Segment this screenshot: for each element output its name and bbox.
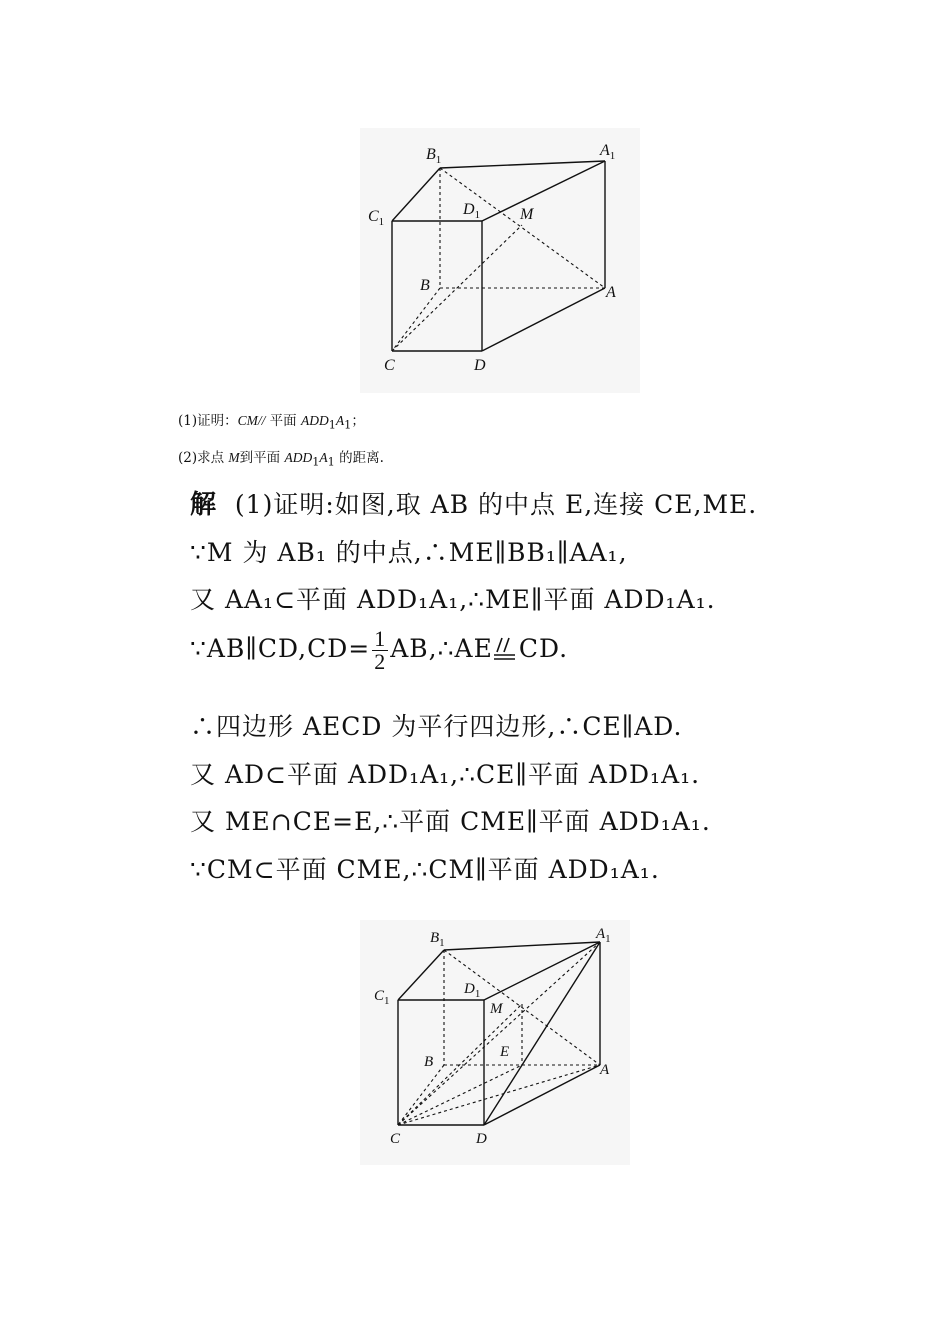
question-2: (2)求点 M到平面 $ADD_1A_1$ 的距离. xyxy=(178,450,384,469)
label-a: A xyxy=(606,284,616,301)
label-d: D xyxy=(476,1131,487,1147)
label-e: E xyxy=(500,1044,510,1060)
fraction-one-half: $\frac{1}{2}$ xyxy=(374,626,387,674)
label-c: C xyxy=(390,1131,401,1147)
label-c1: $C_1$ xyxy=(374,988,390,1007)
label-m: M xyxy=(520,206,534,223)
label-c1: $C_1$ xyxy=(368,208,385,228)
label-b1: $B_1$ xyxy=(426,146,442,166)
solution-line-3: 又 AA₁⊂平面 ADD₁A₁,∴ME∥平面 ADD₁A₁. xyxy=(190,585,716,614)
solution-line-5: ∴四边形 AECD 为平行四边形,∴CE∥AD. xyxy=(190,712,683,741)
solution-line-8: ∵CM⊂平面 CME,∴CM∥平面 ADD₁A₁. xyxy=(190,855,660,884)
figure-2-prism xyxy=(360,920,630,1165)
solution-line-7: 又 ME∩CE=E,∴平面 CME∥平面 ADD₁A₁. xyxy=(190,807,711,836)
label-a1: $A_1$ xyxy=(600,142,616,162)
label-a1: $A_1$ xyxy=(596,926,611,945)
label-b: B xyxy=(424,1054,434,1070)
figure-1-prism xyxy=(360,128,640,393)
solution-line-1: 解 (1)证明:如图,取 AB 的中点 E,连接 CE,ME. xyxy=(190,490,758,520)
label-d: D xyxy=(474,357,486,374)
label-c: C xyxy=(384,357,395,374)
solution-line-2: ∵M 为 AB₁ 的中点,∴ME∥BB₁∥AA₁, xyxy=(190,538,628,567)
solution-line-6: 又 AD⊂平面 ADD₁A₁,∴CE∥平面 ADD₁A₁. xyxy=(190,760,701,789)
question-1: (1)证明：CM// 平面 $ADD_1A_1$； xyxy=(178,413,365,432)
label-b1: $B_1$ xyxy=(430,930,445,949)
parallel-equal-symbol xyxy=(493,640,519,662)
label-d1: $D_1$ xyxy=(464,981,481,1000)
label-d1: $D_1$ xyxy=(463,201,481,221)
label-b: B xyxy=(420,277,430,294)
label-m: M xyxy=(490,1001,503,1017)
label-a: A xyxy=(600,1062,610,1078)
solution-line-4: ∵AB∥CD,CD= $\frac{1}{2}$ AB,∴AE CD. xyxy=(190,626,569,674)
